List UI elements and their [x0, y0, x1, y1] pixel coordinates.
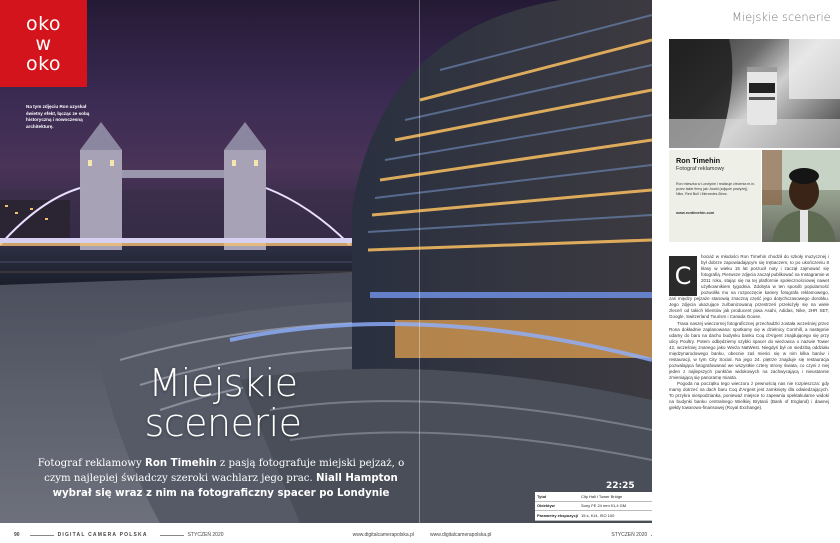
page-gutter [419, 0, 420, 523]
asahi-can-photo [669, 39, 840, 148]
badge-line-1: oko [25, 12, 62, 35]
footer-site-right: www.digitalcamerapolska.pl [430, 532, 492, 538]
badge-line-2: w [35, 32, 52, 55]
body-paragraph: Trasa naszej wieczornej fotograficznej przechadzki została wcześniej przez Rona dokładnie zaplanowana: spotkamy się w dzielnicy Cornhill, a następnie udamy do baru na dachu budynku banku Coq d'Argent znajdującego się przy ulicy Poultry. Potem odbędziemy szybki spacer do wieżowca o nazwie Tower 42, wcześniej znanego jako Wieża NatWest. Niegdyś był on siedzibą oddziału międzynarodowego banku, obecnie zaś mieści się w nim kilka barów i restauracji, w tym City Social. Na jego 24. piętrze znajduje się restauracja pozwalająca fotografowanać we wszystkie cztery strony świata, co czyni z niej jeden z najlepszych punktów widokowych na zachwycającą i nieustannie zmieniającą się panoramę miasta. [669, 320, 829, 380]
footer-brand-left: DIGITAL CAMERA POLSKA [57, 532, 148, 538]
badge-line-3: oko [25, 52, 62, 75]
profile-name: Ron Timehin [676, 156, 721, 165]
footer-left [14, 530, 414, 540]
photo-time: 22:25 [606, 481, 635, 491]
spec-key: Parametry ekspozycji [537, 512, 578, 518]
footer-issue-right: STYCZEŃ 2020 [611, 532, 648, 538]
spec-row [535, 511, 653, 521]
photo-spec-table [535, 492, 653, 521]
footer-site-left: www.digitalcamerapolska.pl [352, 532, 414, 538]
spec-value: 15 s, f/14, ISO 100 [581, 512, 615, 518]
title-line-2: scenerie [144, 401, 302, 445]
drop-cap: C [669, 256, 697, 296]
footer-rule [160, 535, 184, 536]
spec-row [535, 502, 653, 512]
page-number-left: 90 [14, 532, 20, 538]
lead-name: Ron Timehin [145, 458, 217, 469]
article-body [669, 254, 829, 411]
photo-caption: Na tym zdjęciu Ron uzyskał świetny efekt, łącząc ze sobą historyczną i nowoczesną architekturę. [26, 104, 90, 129]
body-paragraph: Pogoda na początku tego wieczoru z pewnością nas nie rozpieszcza: gdy mamy dotrzeć na dach baru Coq d'Argent jest zamknięty dla odwiedzających. To przykra niespodzianka, ponieważ miejsce to zapewnia spektakularne widoki na budynki banku centralnego Wielkiej Brytanii (Bank of England) i dawnej giełdy towarowo-finansowej (Royal Exchange). [669, 380, 829, 411]
section-title: Miejskie scenerie [732, 10, 831, 24]
spec-row [535, 492, 653, 502]
spec-key: Tytuł [537, 493, 547, 499]
spec-value: Sony FE 24 mm f/1,4 GM [581, 503, 627, 509]
article-title [128, 363, 318, 443]
profile-website: www.rontimehin.com [676, 211, 715, 215]
footer-rule [30, 535, 54, 536]
spec-value: City Hall i Tower Bridge [581, 493, 623, 499]
section-badge [0, 0, 87, 87]
photographer-portrait [762, 150, 840, 242]
body-paragraph: hociaż w młodości Ron Timehin chodził do szkoły muzycznej i był dobrze zapowiadającym się trębaczem, to po ukończeniu 8 klasy w wieku 15 lat porzucił nuty i zaczął zajmować się fotografią. Pierwsze zdjęcia zaczął publikować na Instagramie w 2011 roku, stając się na tej platformie społecznościowej nawet użytkownikiem tygodnia. Zdobyta w ten sposób popularność pozwoliła mu na rozpoczęcie kariery fotografa reklamowego, zaś między pejzaże stanowią znaczną część jego dotychczasowego dorobku. Jego zdjęcia ukazujące zurbanizowaną przestrzeń przełożyły się na wiele zleceń od takich klientów jak producent piwa Asahi, Adidas, Nike, 2HR SET, Google, Switzerland Tourism i Canada Goose. [669, 254, 829, 320]
profile-bio: Ron mieszka w Londynie i realizuje zlecenia m.in. przez takie firmy jak: Asahi (zdjęcie powyżej), Nike, Red Bull i Mercedes-Benz. [676, 182, 756, 197]
portrait-illustration [762, 150, 840, 242]
lead-part-1: Fotograf reklamowy [37, 458, 146, 469]
footer-issue-left: STYCZEŃ 2020 [187, 532, 224, 538]
lead-part-2: z pasją fotografuje miejski pejzaż, o czym najlepiej świadczy szeroki wachlarz jego prac. [44, 458, 405, 484]
beer-can-illustration [669, 39, 840, 148]
text-page [652, 0, 840, 543]
photographer-profile [669, 150, 761, 242]
profile-role: Fotograf reklamowy [676, 166, 725, 172]
spec-key: Obiektyw [537, 503, 555, 509]
article-lead [36, 456, 406, 501]
lead-author: Niall Hampton wybrał się wraz z nim na fotograficzny spacer po Londynie [52, 473, 398, 499]
title-line-1: Miejskie [148, 361, 298, 405]
